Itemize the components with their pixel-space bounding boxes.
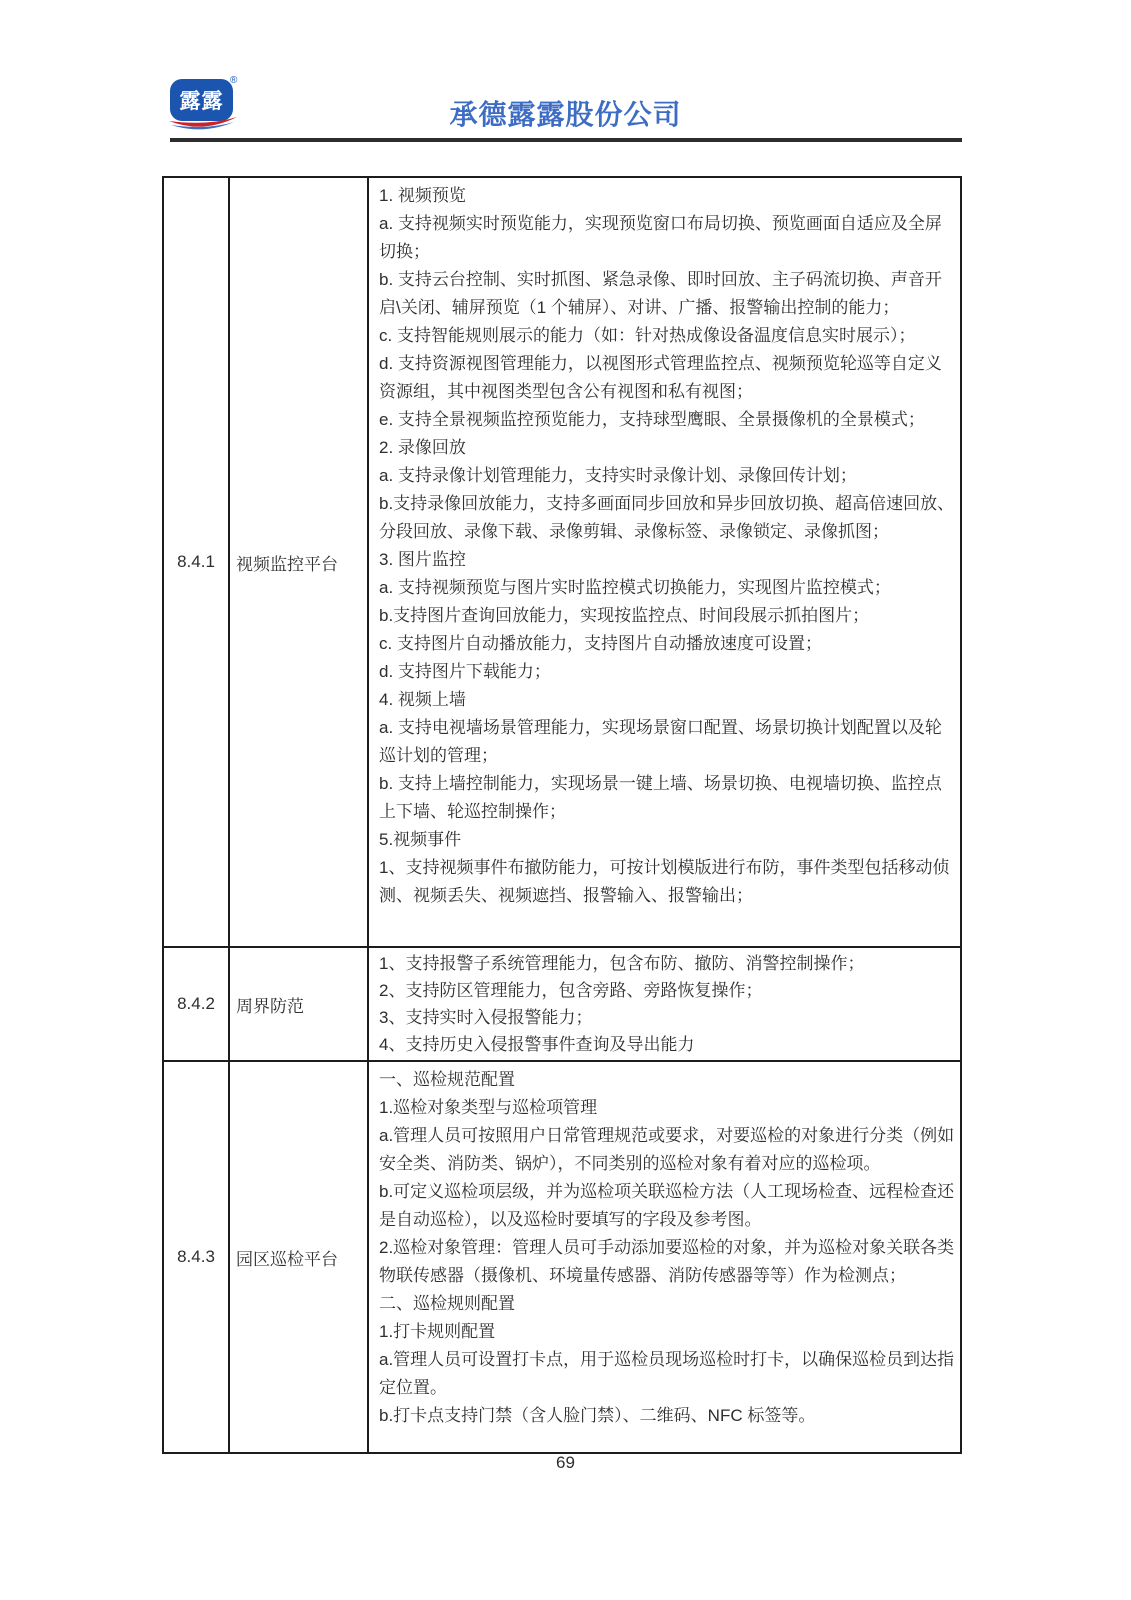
content-line: 3、支持实时入侵报警能力； (379, 1008, 593, 1027)
content-line: c. 支持智能规则展示的能力（如：针对热成像设备温度信息实时展示）； (379, 326, 916, 345)
content-line: b.支持图片查询回放能力，实现按监控点、时间段展示抓拍图片； (379, 606, 870, 625)
content-line: d. 支持图片下载能力； (379, 662, 551, 681)
content-line: 5.视频事件 (379, 830, 462, 849)
content-line: a.管理人员可按照用户日常管理规范或要求，对要巡检的对象进行分类（例如 (379, 1126, 955, 1145)
content-line: 一、巡检规范配置 (379, 1070, 515, 1089)
content-line: b. 支持上墙控制能力，实现场景一键上墙、场景切换、电视墙切换、监控点 (379, 774, 942, 793)
content-line: 巡计划的管理； (379, 746, 498, 765)
content-line: 2. 录像回放 (379, 438, 466, 457)
logo-text: 露露 (179, 90, 224, 113)
content-line: b.支持录像回放能力，支持多画面同步回放和异步回放切换、超高倍速回放、 (379, 494, 955, 513)
content-line: 资源组，其中视图类型包含公有视图和私有视图； (379, 382, 753, 401)
content-line: 安全类、消防类、锅炉），不同类别的巡检对象有着对应的巡检项。 (379, 1154, 881, 1173)
content-line: 1. 视频预览 (379, 186, 466, 205)
table-row (163, 947, 961, 1061)
content-line: e. 支持全景视频监控预览能力，支持球型鹰眼、全景摄像机的全景模式； (379, 410, 925, 429)
content-line: 1、支持视频事件布撤防能力，可按计划模版进行布防，事件类型包括移动侦 (379, 858, 950, 877)
section-number: 8.4.2 (163, 947, 229, 1061)
section-name: 周界防范 (229, 947, 368, 1061)
page-title: 承德露露股份公司 (449, 99, 682, 130)
content-line: a. 支持视频实时预览能力，实现预览窗口布局切换、预览画面自适应及全屏 (379, 214, 942, 233)
content-line: d. 支持资源视图管理能力，以视图形式管理监控点、视频预览轮巡等自定义 (379, 354, 942, 373)
content-line: 定位置。 (379, 1378, 447, 1397)
content-line: 2、支持防区管理能力，包含旁路、旁路恢复操作； (379, 981, 763, 1000)
content-line: 分段回放、录像下载、录像剪辑、录像标签、录像锁定、录像抓图； (379, 522, 889, 541)
content-line: a. 支持录像计划管理能力，支持实时录像计划、录像回传计划； (379, 466, 857, 485)
content-line: 二、巡检规则配置 (379, 1294, 515, 1313)
content-line: 2.巡检对象管理：管理人员可手动添加要巡检的对象，并为巡检对象关联各类 (379, 1238, 955, 1257)
registered-trademark-icon: ® (230, 75, 238, 86)
requirements-table (162, 176, 962, 1454)
content-line: 启\关闭、辅屏预览（1 个辅屏）、对讲、广播、报警输出控制的能力； (379, 298, 900, 317)
content-line: c. 支持图片自动播放能力，支持图片自动播放速度可设置； (379, 634, 822, 653)
content-line: 1.打卡规则配置 (379, 1322, 496, 1341)
content-line: 上下墙、轮巡控制操作； (379, 802, 566, 821)
content-line: 4. 视频上墙 (379, 690, 466, 709)
content-line: 1、支持报警子系统管理能力，包含布防、撤防、消警控制操作； (379, 954, 865, 973)
content-line: a. 支持电视墙场景管理能力，实现场景窗口配置、场景切换计划配置以及轮 (379, 718, 942, 737)
section-content (368, 1061, 961, 1453)
content-line: 测、视频丢失、视频遮挡、报警输入、报警输出； (379, 886, 753, 905)
table-row (163, 177, 961, 947)
content-line: 物联传感器（摄像机、环境量传感器、消防传感器等等）作为检测点； (379, 1266, 906, 1285)
table-row (163, 1061, 961, 1453)
header-divider (170, 138, 962, 142)
content-line: 4、支持历史入侵报警事件查询及导出能力 (379, 1035, 695, 1054)
content-line: 1.巡检对象类型与巡检项管理 (379, 1098, 598, 1117)
section-name: 视频监控平台 (229, 177, 368, 947)
content-line: 3. 图片监控 (379, 550, 466, 569)
content-line: a. 支持视频预览与图片实时监控模式切换能力，实现图片监控模式； (379, 578, 891, 597)
section-content (368, 177, 961, 947)
section-content (368, 947, 961, 1061)
section-name: 园区巡检平台 (229, 1061, 368, 1453)
page-number: 69 (556, 1453, 575, 1472)
content-line: a.管理人员可设置打卡点，用于巡检员现场巡检时打卡，以确保巡检员到达指 (379, 1350, 955, 1369)
section-number: 8.4.3 (163, 1061, 229, 1453)
content-line: b. 支持云台控制、实时抓图、紧急录像、即时回放、主子码流切换、声音开 (379, 270, 942, 289)
content-line: b.可定义巡检项层级，并为巡检项关联巡检方法（人工现场检查、远程检查还 (379, 1182, 955, 1201)
content-line: b.打卡点支持门禁（含人脸门禁）、二维码、NFC 标签等。 (379, 1406, 816, 1425)
content-line: 切换； (379, 242, 430, 261)
section-number: 8.4.1 (163, 177, 229, 947)
content-line: 是自动巡检），以及巡检时要填写的字段及参考图。 (379, 1210, 762, 1229)
